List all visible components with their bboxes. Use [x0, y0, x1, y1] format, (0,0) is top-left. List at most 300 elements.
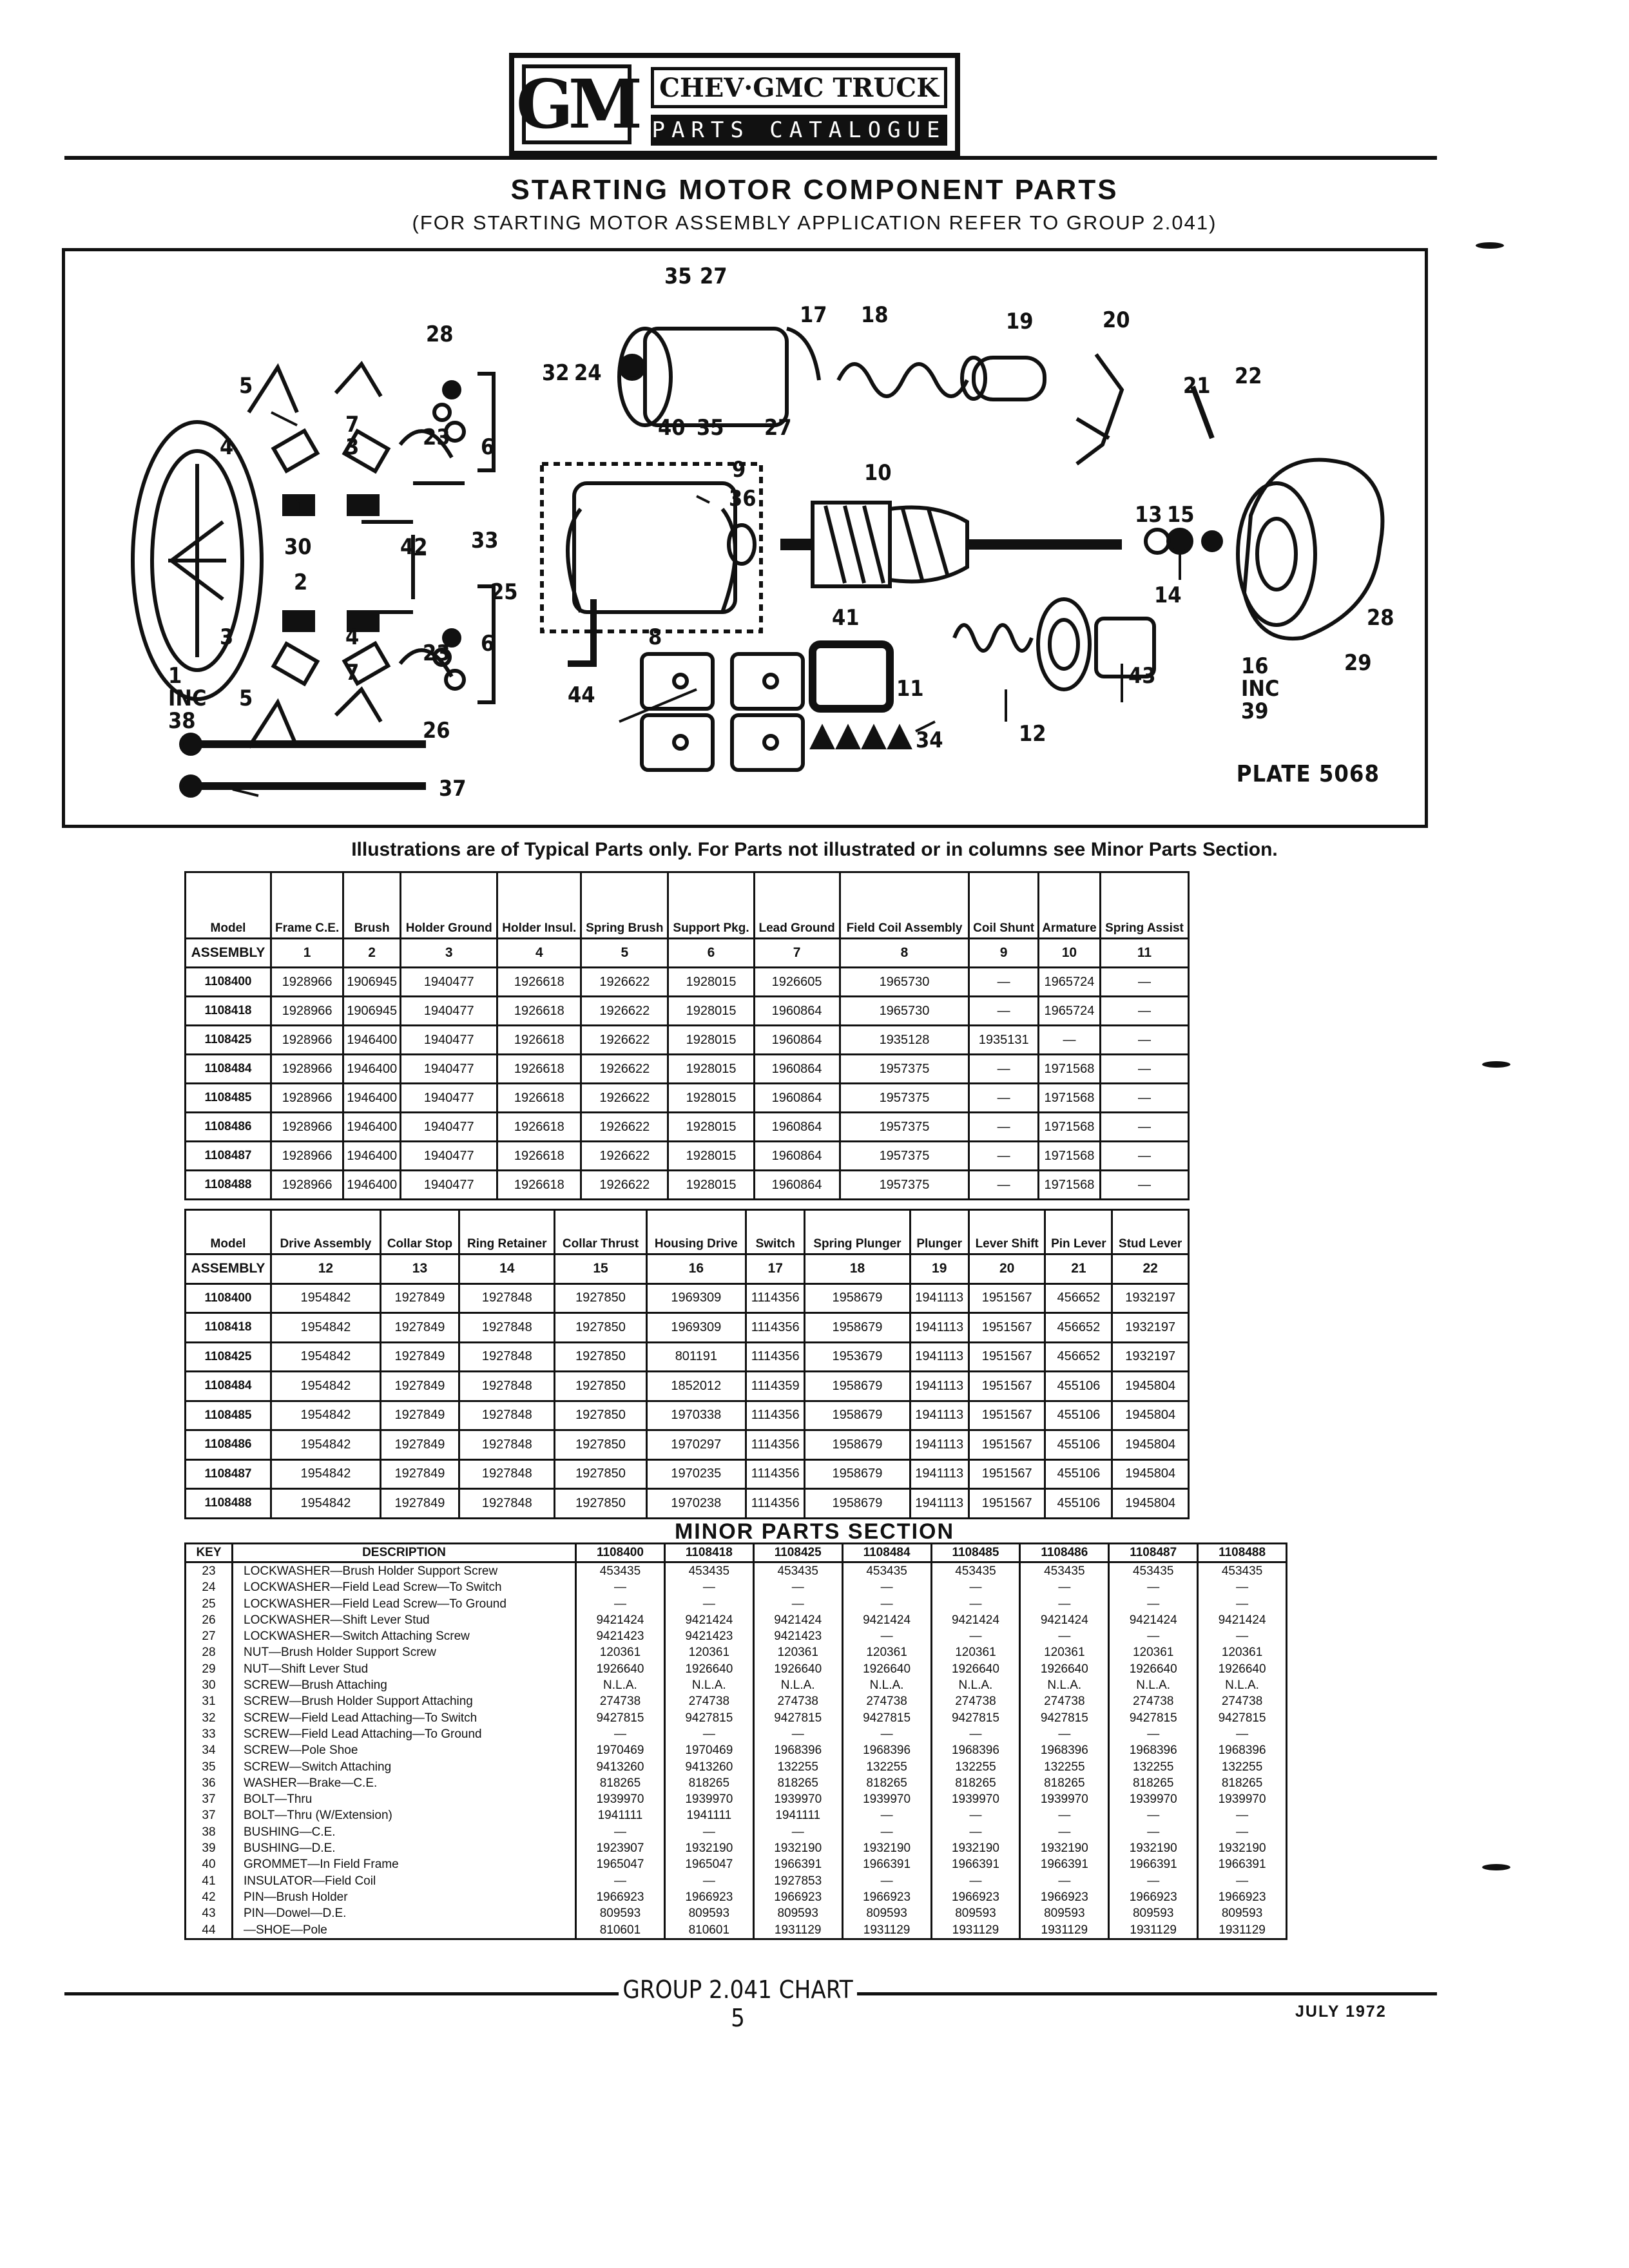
minor-part-row [186, 1710, 1287, 1726]
part-number-cell: 810601 [664, 1922, 753, 1939]
part-number-cell: 1966923 [842, 1889, 931, 1905]
part-number-cell: — [1198, 1579, 1287, 1595]
part-number-cell: 1960864 [754, 1142, 840, 1171]
description-cell: SCREW—Brush Holder Support Attaching [233, 1693, 576, 1709]
part-number-cell: 1114356 [746, 1283, 805, 1313]
part-number-cell: 9421423 [753, 1628, 842, 1644]
part-number-cell: 1970238 [646, 1489, 746, 1519]
part-number-cell: 1928966 [271, 968, 343, 997]
part-number-cell: 1954842 [271, 1401, 381, 1430]
part-number-cell: 1940477 [401, 968, 497, 997]
part-number-cell: 1939970 [1198, 1791, 1287, 1807]
part-number-cell: — [842, 1628, 931, 1644]
part-number-cell: — [842, 1807, 931, 1823]
part-number-cell: 1939970 [842, 1791, 931, 1807]
part-number-cell: 1958679 [805, 1489, 910, 1519]
part-number-cell: 9427815 [753, 1710, 842, 1726]
assembly-ref-cell: 18 [805, 1254, 910, 1284]
part-number-cell: 9421424 [664, 1612, 753, 1628]
part-number-cell: 1927849 [380, 1342, 459, 1372]
part-number-cell: 453435 [1020, 1562, 1109, 1580]
part-number-cell: 1928966 [271, 1142, 343, 1171]
part-number-cell: 1927850 [555, 1372, 646, 1401]
part-number-cell: 1114356 [746, 1313, 805, 1343]
part-number-cell: 1931129 [753, 1922, 842, 1939]
part-number-cell: 1932190 [1109, 1840, 1198, 1856]
part-number-cell: 132255 [1198, 1759, 1287, 1775]
part-number-cell: 9421423 [576, 1628, 665, 1644]
minor-part-row [186, 1612, 1287, 1628]
svg-text:INC: INC [1241, 676, 1280, 702]
part-number-cell: — [842, 1824, 931, 1840]
svg-text:25: 25 [490, 579, 518, 605]
key-cell: 25 [186, 1596, 233, 1612]
part-number-cell: 9421424 [1198, 1612, 1287, 1628]
part-number-cell: 1945804 [1112, 1489, 1189, 1519]
assembly-ref-cell: 12 [271, 1254, 381, 1284]
part-number-cell: — [1020, 1596, 1109, 1612]
part-number-cell: 1946400 [343, 1055, 401, 1084]
svg-text:32: 32 [542, 360, 570, 386]
svg-text:7: 7 [345, 412, 360, 437]
part-number-cell: 818265 [1020, 1775, 1109, 1791]
part-number-cell: 1970469 [664, 1742, 753, 1758]
part-number-cell: 1966391 [931, 1856, 1020, 1872]
part-number-cell: 274738 [664, 1693, 753, 1709]
model-cell: 1108484 [186, 1055, 271, 1084]
svg-text:7: 7 [345, 660, 360, 686]
part-number-cell: N.L.A. [753, 1677, 842, 1693]
description-cell: LOCKWASHER—Switch Attaching Screw [233, 1628, 576, 1644]
part-number-cell: 1927848 [459, 1459, 555, 1489]
part-number-cell: — [1198, 1596, 1287, 1612]
key-cell: 37 [186, 1791, 233, 1807]
part-number-cell: 809593 [931, 1905, 1020, 1921]
table-row [186, 1489, 1189, 1519]
part-number-cell: 1940477 [401, 1026, 497, 1055]
part-number-cell: 1927848 [459, 1430, 555, 1460]
part-number-cell: 1940477 [401, 997, 497, 1026]
key-cell: 30 [186, 1677, 233, 1693]
part-number-cell: 120361 [664, 1644, 753, 1660]
minor-part-row [186, 1856, 1287, 1872]
edge-mark [1476, 242, 1504, 249]
part-number-cell: 1114359 [746, 1372, 805, 1401]
col-header: 1108485 [931, 1544, 1020, 1562]
minor-part-row [186, 1596, 1287, 1612]
part-number-cell: 1926622 [581, 1142, 668, 1171]
description-cell: —SHOE—Pole [233, 1922, 576, 1939]
svg-text:20: 20 [1103, 307, 1130, 333]
table-row [186, 1171, 1189, 1200]
part-number-cell: 1926640 [931, 1661, 1020, 1677]
svg-text:17: 17 [800, 302, 827, 328]
part-number-cell: 1114356 [746, 1489, 805, 1519]
table-row [186, 1055, 1189, 1084]
part-number-cell: 1965724 [1038, 997, 1100, 1026]
key-cell: 43 [186, 1905, 233, 1921]
part-number-cell: 1927849 [380, 1489, 459, 1519]
model-cell: 1108418 [186, 997, 271, 1026]
part-number-cell: 455106 [1045, 1401, 1112, 1430]
part-number-cell: 1940477 [401, 1171, 497, 1200]
part-number-cell: — [842, 1873, 931, 1889]
header-rule [64, 156, 1437, 160]
part-number-cell: — [1020, 1579, 1109, 1595]
part-number-cell: 1926618 [497, 1026, 581, 1055]
part-number-cell: 1927850 [555, 1313, 646, 1343]
part-number-cell: 1966923 [576, 1889, 665, 1905]
part-number-cell: — [576, 1873, 665, 1889]
part-number-cell: 9427815 [1020, 1710, 1109, 1726]
part-number-cell: 1945804 [1112, 1459, 1189, 1489]
part-number-cell: N.L.A. [931, 1677, 1020, 1693]
part-number-cell: 1932190 [1020, 1840, 1109, 1856]
part-number-cell: 1928966 [271, 1084, 343, 1113]
part-number-cell: 120361 [1198, 1644, 1287, 1660]
plate-label: PLATE 5068 [1236, 761, 1380, 787]
table-row [186, 1084, 1189, 1113]
part-number-cell: 1954842 [271, 1283, 381, 1313]
col-header: Support Pkg. [668, 872, 754, 939]
part-number-cell: 1966923 [664, 1889, 753, 1905]
col-header: Lever Shift [969, 1210, 1045, 1254]
key-cell: 28 [186, 1644, 233, 1660]
part-number-cell: 1968396 [1109, 1742, 1198, 1758]
part-number-cell: 1970469 [576, 1742, 665, 1758]
part-number-cell: 809593 [753, 1905, 842, 1921]
table-row [186, 1459, 1189, 1489]
col-header: 1108418 [664, 1544, 753, 1562]
part-number-cell: 453435 [664, 1562, 753, 1580]
part-number-cell: 1968396 [1020, 1742, 1109, 1758]
part-number-cell: 818265 [1109, 1775, 1198, 1791]
col-header: Drive Assembly [271, 1210, 381, 1254]
part-number-cell: 1926622 [581, 1084, 668, 1113]
col-header: Spring Brush [581, 872, 668, 939]
part-number-cell: 1960864 [754, 1055, 840, 1084]
part-number-cell: 1927848 [459, 1489, 555, 1519]
assembly-ref-cell: 20 [969, 1254, 1045, 1284]
part-number-cell: 453435 [1109, 1562, 1198, 1580]
minor-part-row [186, 1922, 1287, 1939]
part-number-cell: 1971568 [1038, 1142, 1100, 1171]
part-number-cell: 120361 [931, 1644, 1020, 1660]
key-cell: 44 [186, 1922, 233, 1939]
part-number-cell: — [1020, 1726, 1109, 1742]
part-number-cell: 1939970 [1020, 1791, 1109, 1807]
part-number-cell: — [842, 1726, 931, 1742]
part-number-cell: 1945804 [1112, 1430, 1189, 1460]
svg-text:INC: INC [168, 686, 207, 711]
edge-mark [1482, 1061, 1510, 1068]
part-number-cell: 1927850 [555, 1401, 646, 1430]
part-number-cell: 274738 [1198, 1693, 1287, 1709]
part-number-cell: 1114356 [746, 1401, 805, 1430]
minor-part-row [186, 1791, 1287, 1807]
part-number-cell: 1932197 [1112, 1342, 1189, 1372]
part-number-cell: 1926622 [581, 997, 668, 1026]
part-number-cell: 1927849 [380, 1401, 459, 1430]
part-number-cell: N.L.A. [576, 1677, 665, 1693]
part-number-cell: 1928015 [668, 1084, 754, 1113]
part-number-cell: — [969, 1055, 1039, 1084]
assembly-ref-cell: 10 [1038, 939, 1100, 968]
description-cell: LOCKWASHER—Field Lead Screw—To Switch [233, 1579, 576, 1595]
model-cell: 1108488 [186, 1171, 271, 1200]
table-row [186, 1026, 1189, 1055]
key-cell: 41 [186, 1873, 233, 1889]
part-number-cell: 456652 [1045, 1283, 1112, 1313]
part-number-cell: 1965730 [840, 997, 969, 1026]
part-number-cell: 1927849 [380, 1283, 459, 1313]
model-cell: 1108425 [186, 1026, 271, 1055]
part-number-cell: 274738 [1020, 1693, 1109, 1709]
model-cell: 1108484 [186, 1372, 271, 1401]
minor-part-row [186, 1661, 1287, 1677]
part-number-cell: 453435 [842, 1562, 931, 1580]
part-number-cell: — [1109, 1807, 1198, 1823]
part-number-cell: 1946400 [343, 1113, 401, 1142]
model-cell: 1108400 [186, 968, 271, 997]
part-number-cell: 818265 [576, 1775, 665, 1791]
part-number-cell: 1946400 [343, 1171, 401, 1200]
part-number-cell: 809593 [842, 1905, 931, 1921]
part-number-cell: 120361 [753, 1644, 842, 1660]
part-number-cell: 1927848 [459, 1313, 555, 1343]
part-number-cell: — [1100, 1142, 1188, 1171]
svg-text:2: 2 [294, 570, 308, 595]
part-number-cell: 1926622 [581, 1055, 668, 1084]
svg-text:3: 3 [220, 624, 234, 650]
part-number-cell: 1932197 [1112, 1283, 1189, 1313]
assembly-ref-cell: 16 [646, 1254, 746, 1284]
minor-part-row [186, 1693, 1287, 1709]
part-number-cell: 9421424 [1109, 1612, 1198, 1628]
part-number-cell: 1114356 [746, 1459, 805, 1489]
starting-motor-exploded-drawing [65, 251, 1425, 825]
part-number-cell: 1966391 [753, 1856, 842, 1872]
model-cell: 1108487 [186, 1142, 271, 1171]
svg-text:5: 5 [239, 373, 253, 399]
brand-title: CHEV·GMC TRUCK [651, 67, 947, 108]
table-row [186, 1430, 1189, 1460]
description-cell: LOCKWASHER—Shift Lever Stud [233, 1612, 576, 1628]
part-number-cell: — [1198, 1807, 1287, 1823]
col-header: 1108484 [842, 1544, 931, 1562]
part-number-cell: — [969, 1113, 1039, 1142]
part-number-cell: 1957375 [840, 1142, 969, 1171]
part-number-cell: 1932197 [1112, 1313, 1189, 1343]
model-cell: 1108487 [186, 1459, 271, 1489]
svg-text:22: 22 [1235, 363, 1262, 389]
part-number-cell: 1927849 [380, 1313, 459, 1343]
part-number-cell: 1966923 [1109, 1889, 1198, 1905]
part-number-cell: — [842, 1579, 931, 1595]
svg-text:26: 26 [423, 718, 450, 744]
part-number-cell: 1965730 [840, 968, 969, 997]
page-subtitle: (FOR STARTING MOTOR ASSEMBLY APPLICATION REFER TO GROUP 2.041) [412, 211, 1217, 234]
part-number-cell: 453435 [1198, 1562, 1287, 1580]
part-number-cell: 1928015 [668, 997, 754, 1026]
key-cell: 40 [186, 1856, 233, 1872]
key-cell: 37 [186, 1807, 233, 1823]
part-number-cell: 1906945 [343, 968, 401, 997]
component-parts-table-1 [184, 871, 1190, 1200]
part-number-cell: 1931129 [1109, 1922, 1198, 1939]
part-number-cell: — [931, 1579, 1020, 1595]
minor-part-row [186, 1775, 1287, 1791]
part-number-cell: 1970297 [646, 1430, 746, 1460]
minor-part-row [186, 1742, 1287, 1758]
part-number-cell: 1951567 [969, 1313, 1045, 1343]
description-cell: SCREW—Brush Attaching [233, 1677, 576, 1693]
svg-text:9: 9 [732, 457, 746, 483]
key-cell: 24 [186, 1579, 233, 1595]
part-number-cell: 9427815 [664, 1710, 753, 1726]
part-number-cell: 1951567 [969, 1459, 1045, 1489]
model-cell: 1108485 [186, 1401, 271, 1430]
part-number-cell: 1941111 [753, 1807, 842, 1823]
svg-text:5: 5 [239, 686, 253, 711]
part-number-cell: — [1100, 997, 1188, 1026]
svg-text:28: 28 [426, 322, 454, 347]
assembly-ref-cell: 9 [969, 939, 1039, 968]
part-number-cell: 1928966 [271, 1171, 343, 1200]
part-number-cell: — [1100, 1113, 1188, 1142]
part-number-cell: 1958679 [805, 1283, 910, 1313]
part-number-cell: 1941113 [910, 1401, 969, 1430]
key-cell: 23 [186, 1562, 233, 1580]
part-number-cell: 1957375 [840, 1055, 969, 1084]
part-number-cell: 1931129 [842, 1922, 931, 1939]
part-number-cell: N.L.A. [1198, 1677, 1287, 1693]
part-number-cell: — [753, 1726, 842, 1742]
part-number-cell: 1970338 [646, 1401, 746, 1430]
svg-text:33: 33 [471, 528, 499, 553]
part-number-cell: 1954842 [271, 1430, 381, 1460]
part-number-cell: N.L.A. [1109, 1677, 1198, 1693]
part-number-cell: 1966923 [1198, 1889, 1287, 1905]
part-number-cell: 1954842 [271, 1313, 381, 1343]
part-number-cell: — [664, 1824, 753, 1840]
svg-text:27: 27 [764, 415, 792, 441]
part-number-cell: — [664, 1596, 753, 1612]
part-number-cell: 120361 [842, 1644, 931, 1660]
part-number-cell: 1941113 [910, 1459, 969, 1489]
part-number-cell: 1935128 [840, 1026, 969, 1055]
part-number-cell: 1965047 [576, 1856, 665, 1872]
assembly-ref-cell: 19 [910, 1254, 969, 1284]
minor-part-row [186, 1726, 1287, 1742]
part-number-cell: 1940477 [401, 1113, 497, 1142]
part-number-cell: 1926640 [1198, 1661, 1287, 1677]
part-number-cell: 1969309 [646, 1283, 746, 1313]
part-number-cell: — [1100, 1026, 1188, 1055]
table-row [186, 1283, 1189, 1313]
part-number-cell: 1946400 [343, 1142, 401, 1171]
minor-part-row [186, 1677, 1287, 1693]
part-number-cell: 1926618 [497, 1084, 581, 1113]
part-number-cell: — [842, 1596, 931, 1612]
part-number-cell: 1958679 [805, 1401, 910, 1430]
part-number-cell: 1926640 [1020, 1661, 1109, 1677]
part-number-cell: 1927850 [555, 1342, 646, 1372]
part-number-cell: — [1198, 1628, 1287, 1644]
part-number-cell: 1927850 [555, 1459, 646, 1489]
part-number-cell: — [1100, 968, 1188, 997]
part-number-cell: 1966391 [1109, 1856, 1198, 1872]
part-number-cell: 1928015 [668, 1142, 754, 1171]
part-number-cell: 1927850 [555, 1430, 646, 1460]
part-number-cell: 1951567 [969, 1489, 1045, 1519]
minor-part-row [186, 1562, 1287, 1580]
part-number-cell: — [1198, 1726, 1287, 1742]
col-header: Model [186, 872, 271, 939]
part-number-cell: 1114356 [746, 1342, 805, 1372]
part-number-cell: 1960864 [754, 1171, 840, 1200]
part-number-cell: 9421424 [931, 1612, 1020, 1628]
part-number-cell: 1957375 [840, 1171, 969, 1200]
part-number-cell: 809593 [1020, 1905, 1109, 1921]
part-number-cell: 1958679 [805, 1313, 910, 1343]
minor-parts-table [184, 1542, 1287, 1940]
part-number-cell: 1941113 [910, 1372, 969, 1401]
part-number-cell: — [1100, 1084, 1188, 1113]
assembly-ref-cell: 3 [401, 939, 497, 968]
col-header: Housing Drive [646, 1210, 746, 1254]
part-number-cell: 809593 [664, 1905, 753, 1921]
part-number-cell: — [576, 1579, 665, 1595]
description-cell: BOLT—Thru [233, 1791, 576, 1807]
part-number-cell: 1928015 [668, 1171, 754, 1200]
part-number-cell: 1968396 [1198, 1742, 1287, 1758]
part-number-cell: N.L.A. [842, 1677, 931, 1693]
part-number-cell: N.L.A. [664, 1677, 753, 1693]
part-number-cell: 1926622 [581, 1113, 668, 1142]
part-number-cell: 1946400 [343, 1084, 401, 1113]
part-number-cell: 1926622 [581, 1026, 668, 1055]
part-number-cell: — [576, 1596, 665, 1612]
part-number-cell: 1939970 [1109, 1791, 1198, 1807]
part-number-cell: — [1038, 1026, 1100, 1055]
footer-rule [857, 1992, 1437, 1995]
part-number-cell: 132255 [842, 1759, 931, 1775]
part-number-cell: 818265 [842, 1775, 931, 1791]
part-number-cell: 9421423 [664, 1628, 753, 1644]
minor-part-row [186, 1644, 1287, 1660]
assembly-ref-cell: 1 [271, 939, 343, 968]
col-header: 1108486 [1020, 1544, 1109, 1562]
assembly-ref-cell: 13 [380, 1254, 459, 1284]
table-row [186, 1401, 1189, 1430]
part-number-cell: 9413260 [664, 1759, 753, 1775]
table-row [186, 1342, 1189, 1372]
part-number-cell: 1971568 [1038, 1113, 1100, 1142]
minor-part-row [186, 1759, 1287, 1775]
description-cell: PIN—Dowel—D.E. [233, 1905, 576, 1921]
svg-text:39: 39 [1241, 698, 1269, 724]
part-number-cell: — [1020, 1873, 1109, 1889]
part-number-cell: 1926640 [753, 1661, 842, 1677]
table-row [186, 1113, 1189, 1142]
part-number-cell: 1928015 [668, 968, 754, 997]
key-cell: 31 [186, 1693, 233, 1709]
svg-text:35: 35 [664, 264, 692, 289]
part-number-cell: 274738 [753, 1693, 842, 1709]
part-number-cell: 1971568 [1038, 1171, 1100, 1200]
part-number-cell: — [576, 1726, 665, 1742]
